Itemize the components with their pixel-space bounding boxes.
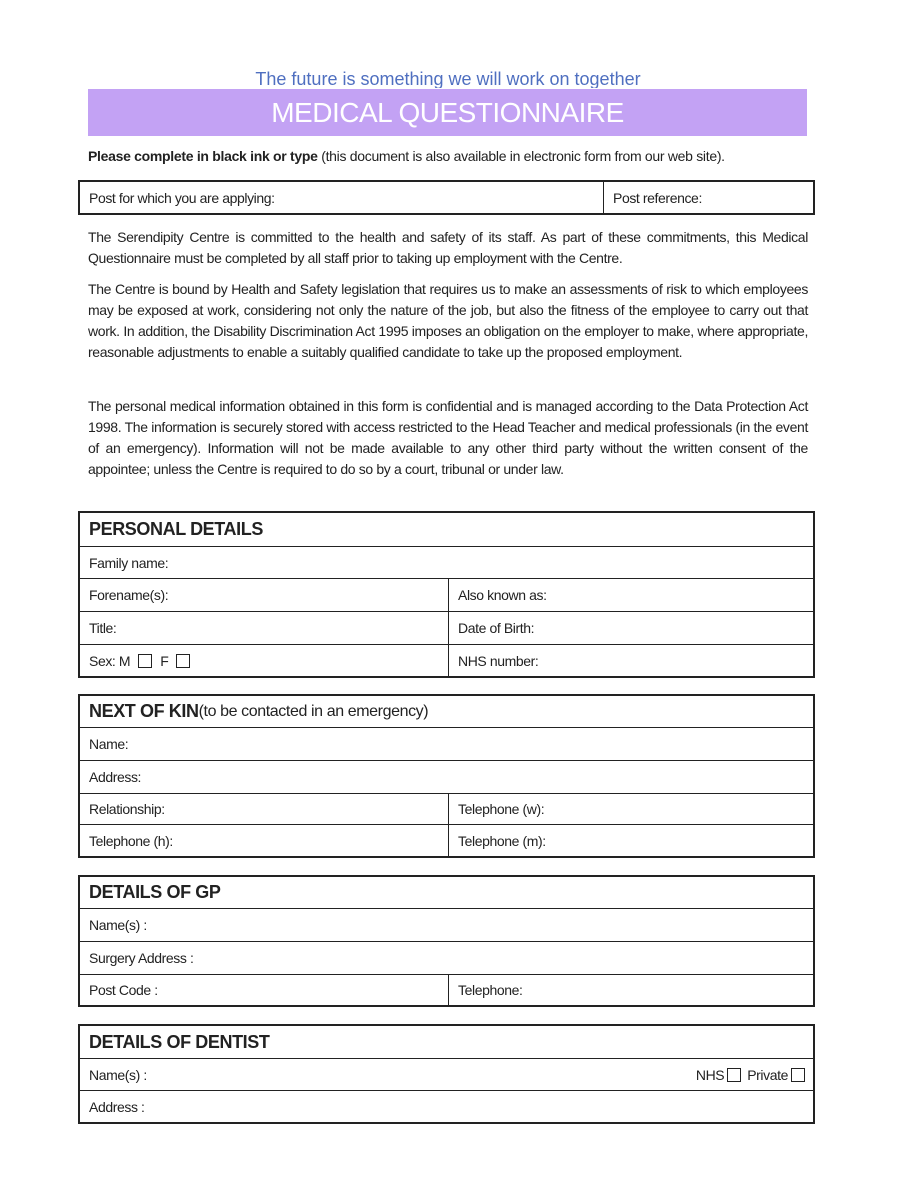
post-reference-label: Post reference: [613,189,702,206]
dentist-names-label: Name(s) : [89,1066,147,1083]
dentist-header: DETAILS OF DENTIST [89,1031,270,1052]
family-name-field[interactable] [80,547,813,578]
sex-female-label: F [160,652,169,669]
aka-label: Also known as: [458,587,547,603]
instruction-line [88,148,818,164]
next-of-kin-section [78,694,815,858]
intro-paragraph-2: The Centre is bound by Health and Safety legislation that requires us to make an assessments of risk to which employees may be exposed at work, considering not only the nature of the job, but also the fitness of the employee to carry out that work. In addition, the Disability Discrimination Act 1995 imposes an obligation on the employer to make, where appropriate, reasonable adjustments to enable a suitably qualified candidate to take up the proposed employment. [88,281,808,360]
dentist-address-label: Address : [89,1098,145,1115]
post-reference-field[interactable] [604,182,813,213]
title-label: Title: [89,620,117,636]
dentist-private-checkbox[interactable] [791,1068,805,1082]
kin-relationship-label: Relationship: [89,801,165,817]
gp-names-field[interactable] [80,909,813,941]
gp-telephone-label: Telephone: [458,982,523,998]
personal-details-section [78,511,815,678]
dentist-nhs-checkbox[interactable] [727,1068,741,1082]
intro-paragraph-1: The Serendipity Centre is committed to the health and safety of its staff. As part of these commitments, this Medical Questionnaire must be completed by all staff prior to taking up employment with the Centre. [88,229,808,266]
sex-female-checkbox[interactable] [176,654,190,668]
sex-field [80,645,449,676]
instruction-bold: Please complete in black ink or type [88,148,318,164]
aka-field[interactable] [449,579,813,611]
dentist-private-label: Private [747,1066,788,1083]
dentist-nhs-label: NHS [695,1066,725,1083]
dentist-names-field[interactable] [80,1059,813,1090]
page-title: MEDICAL QUESTIONNAIRE [88,89,807,136]
next-of-kin-note: (to be contacted in an emergency) [198,702,429,720]
gp-section [78,875,815,1007]
kin-address-field[interactable] [80,761,813,793]
family-name-label: Family name: [89,554,169,571]
kin-relationship-field[interactable] [80,794,449,824]
gp-names-label: Name(s) : [89,917,147,933]
forenames-label: Forename(s): [89,587,169,603]
kin-tel-mobile-field[interactable] [449,825,813,856]
gp-surgery-address-label: Surgery Address : [89,950,194,966]
nhs-number-label: NHS number: [458,652,539,669]
post-box [78,180,815,215]
dentist-address-field[interactable] [80,1091,813,1122]
kin-address-label: Address: [89,769,142,785]
sex-label: Sex: [89,652,116,669]
kin-tel-mobile-label: Telephone (m): [458,832,546,849]
kin-tel-home-label: Telephone (h): [89,832,173,849]
intro-paragraph-3: The personal medical information obtained in this form is confidential and is managed according to the Data Protection Act 1998. The information is securely stored with access restricted to the Head Teacher and medical professionals (in the event of an emergency). Information will not be made available to any other third party without the written consent of the appointee; unless the Centre is required to do so by a court, tribunal or under law. [88,398,808,477]
forenames-field[interactable] [80,579,449,611]
title-field[interactable] [80,612,449,644]
dentist-type-options [696,1067,813,1083]
next-of-kin-title: NEXT OF KIN [89,701,199,721]
dob-label: Date of Birth: [458,620,535,636]
sex-male-checkbox[interactable] [138,654,152,668]
dentist-section [78,1024,815,1124]
dob-field[interactable] [449,612,813,644]
gp-postcode-label: Post Code : [89,982,158,998]
instruction-rest: (this document is also available in electronic form from our web site). [317,148,725,164]
personal-details-header: PERSONAL DETAILS [89,519,263,539]
kin-tel-work-field[interactable] [449,794,813,824]
kin-name-field[interactable] [80,728,813,760]
gp-header: DETAILS OF GP [89,882,221,902]
kin-tel-work-label: Telephone (w): [458,801,545,817]
gp-telephone-field[interactable] [449,975,813,1005]
post-applying-field[interactable] [80,182,604,213]
sex-male-label: M [118,652,131,669]
kin-tel-home-field[interactable] [80,825,449,856]
tagline: The future is something we will work on together [255,69,641,88]
gp-surgery-address-field[interactable] [80,942,813,974]
nhs-number-field[interactable] [449,645,813,676]
next-of-kin-header [80,696,428,727]
gp-postcode-field[interactable] [80,975,449,1005]
post-applying-label: Post for which you are applying: [89,189,275,206]
kin-name-label: Name: [89,736,129,752]
